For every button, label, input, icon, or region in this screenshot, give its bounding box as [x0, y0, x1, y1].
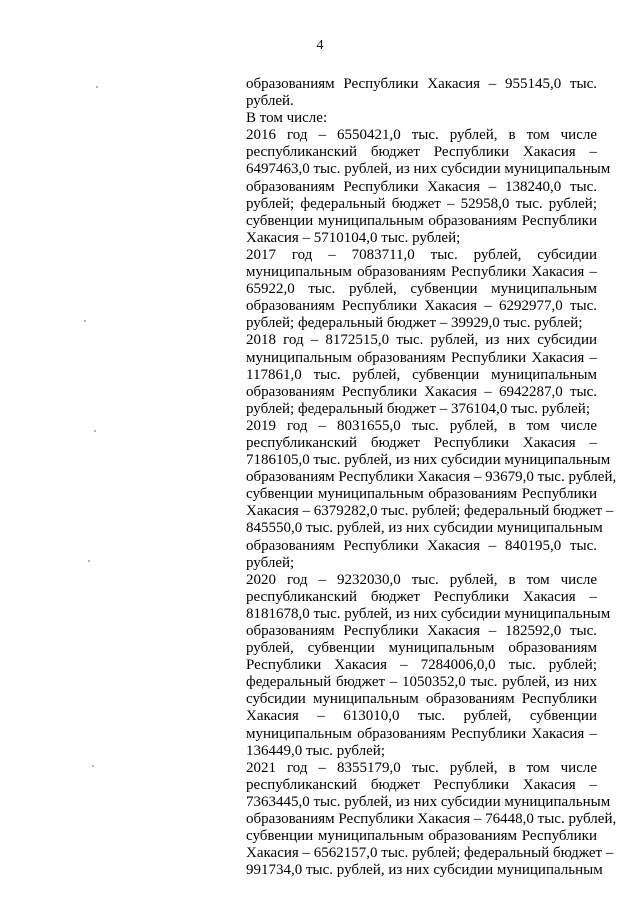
text-line: федеральный бюджет – 1050352,0 тыс. рублей, из них — [246, 674, 597, 691]
text-line: республиканский бюджет Республики Хакасия – — [246, 588, 597, 605]
text-line: 2019 год – 8031655,0 тыс. рублей, в том числе — [246, 417, 597, 434]
text-line: 845550,0 тыс. рублей, из них субсидии муниципальным — [246, 520, 603, 537]
text-line: муниципальным образованиям Республики Хакасия – — [246, 725, 597, 742]
text-line: Хакасия – 613010,0 тыс. рублей, субвенции — [246, 708, 597, 725]
text-line: Хакасия – 6562157,0 тыс. рублей; федеральный бюджет – — [246, 845, 614, 862]
document-text-column — [246, 76, 617, 879]
text-line: 65922,0 тыс. рублей, субвенции муниципальным — [246, 281, 597, 298]
text-line: рублей. — [246, 93, 294, 110]
text-line: образованиям Республики Хакасия – 182592,0 тыс. — [246, 623, 597, 639]
text-line: образованиям Республики Хакасия – 76448,0 тыс. рублей, — [246, 811, 617, 828]
text-line: образованиям Республики Хакасия – 955145,0 тыс. — [246, 76, 597, 92]
text-line: 7186105,0 тыс. рублей, из них субсидии муниципальным — [246, 452, 611, 469]
text-line: 2020 год – 9232030,0 тыс. рублей, в том числе — [246, 571, 597, 588]
text-line: рублей; федеральный бюджет – 376104,0 тыс. рублей; — [246, 400, 590, 417]
scan-speck — [96, 86, 98, 88]
text-line: республиканский бюджет Республики Хакасия – — [246, 776, 597, 793]
scan-speck — [92, 765, 94, 767]
text-line: субвенции муниципальным образованиям Республики — [246, 486, 597, 503]
text-line: 117861,0 тыс. рублей, субвенции муниципальным — [246, 366, 597, 383]
text-line: рублей; федеральный бюджет – 39929,0 тыс. рублей; — [246, 315, 583, 332]
text-line: муниципальным образованиям Республики Хакасия – — [246, 264, 597, 281]
text-line: 6497463,0 тыс. рублей, из них субсидии муниципальным — [246, 161, 611, 178]
text-line: муниципальным образованиям Республики Хакасия – — [246, 349, 597, 366]
text-line: образованиям Республики Хакасия – 93679,0 тыс. рублей, — [246, 469, 617, 486]
text-line: субсидии муниципальным образованиям Республики — [246, 691, 597, 708]
text-line: республиканский бюджет Республики Хакасия – — [246, 144, 597, 161]
text-line: 2018 год – 8172515,0 тыс. рублей, из них субсидии — [246, 332, 597, 349]
scan-speck — [84, 320, 86, 322]
text-line: рублей; — [246, 554, 295, 571]
scan-speck — [88, 560, 90, 562]
text-line: Хакасия – 5710104,0 тыс. рублей; — [246, 229, 461, 246]
text-line: субвенции муниципальным образованиям Республики — [246, 212, 597, 229]
text-line: образованиям Республики Хакасия – 138240,0 тыс. — [246, 178, 597, 195]
text-line: рублей; федеральный бюджет – 52958,0 тыс. рублей; — [246, 195, 597, 212]
text-line: 7363445,0 тыс. рублей, из них субсидии муниципальным — [246, 793, 611, 810]
text-line: 8181678,0 тыс. рублей, из них субсидии муниципальным — [246, 605, 611, 622]
text-line: Хакасия – 6379282,0 тыс. рублей; федеральный бюджет – — [246, 503, 614, 520]
text-line: 2017 год – 7083711,0 тыс. рублей, субсидии — [246, 246, 597, 263]
text-line: 136449,0 тыс. рублей; — [246, 742, 385, 759]
text-line: образованиям Республики Хакасия – 840195,0 тыс. — [246, 537, 597, 554]
text-line: 2021 год – 8355179,0 тыс. рублей, в том числе — [246, 759, 597, 776]
page-number: 4 — [316, 38, 324, 53]
text-line: образованиям Республики Хакасия – 6942287,0 тыс. — [246, 383, 597, 400]
text-line: республиканский бюджет Республики Хакасия – — [246, 434, 597, 451]
scan-speck — [94, 430, 96, 432]
text-line: образованиям Республики Хакасия – 6292977,0 тыс. — [246, 298, 597, 315]
text-line: 991734,0 тыс. рублей, из них субсидии муниципальным — [246, 862, 603, 879]
text-line: Республики Хакасия – 7284006,0,0 тыс. рублей; — [246, 657, 597, 674]
text-line: рублей, субвенции муниципальным образованиям — [246, 640, 597, 657]
text-line: субвенции муниципальным образованиям Республики — [246, 828, 597, 845]
text-line: 2016 год – 6550421,0 тыс. рублей, в том числе — [246, 127, 597, 144]
text-line: В том числе: — [246, 110, 328, 127]
